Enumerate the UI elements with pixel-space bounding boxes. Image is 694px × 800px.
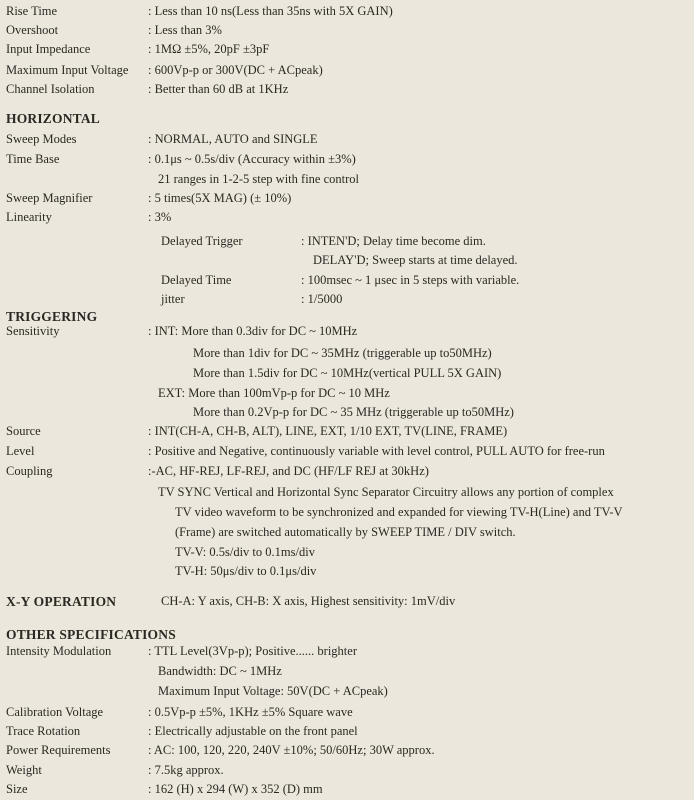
spec-max-input-voltage [0,63,694,81]
spec-label: Channel Isolation [6,82,95,96]
spec-label: Power Requirements [6,743,111,757]
spec-label: Overshoot [6,23,59,37]
spec-label: Sweep Modes [6,132,77,146]
section-heading-triggering: TRIGGERING [6,309,98,324]
spec-value: 21 ranges in 1-2-5 step with fine control [158,172,359,186]
spec-value: More than 1div for DC ~ 35MHz (triggerable up to50MHz) [193,346,492,360]
spec-value: : 7.5kg approx. [148,763,224,777]
spec-jitter [0,292,694,310]
spec-label: Intensity Modulation [6,644,112,658]
spec-channel-isolation [0,82,694,100]
spec-power-requirements [0,743,694,761]
spec-value: : 5 times(5X MAG) (± 10%) [148,191,292,205]
spec-value: : 162 (H) x 294 (W) x 352 (D) mm [148,782,323,796]
spec-value: TV-H: 50μs/div to 0.1μs/div [175,564,317,578]
spec-linearity [0,210,694,228]
spec-value: : INTEN'D; Delay time become dim. [301,234,486,248]
spec-input-impedance [0,42,694,60]
spec-value: : Less than 10 ns(Less than 35ns with 5X GAIN) [148,4,393,18]
spec-weight [0,763,694,781]
spec-value: TV video waveform to be synchronized and expanded for viewing TV-H(Line) and TV-V [175,505,623,519]
spec-label: Delayed Trigger [161,234,243,248]
spec-label: Maximum Input Voltage [6,63,129,77]
spec-label: Trace Rotation [6,724,81,738]
section-heading-other: OTHER SPECIFICATIONS [6,627,176,642]
spec-label: Calibration Voltage [6,705,104,719]
spec-delayed-time [0,273,694,291]
spec-sensitivity-line [0,366,694,384]
spec-label: Time Base [6,152,60,166]
spec-tvv [0,545,694,563]
spec-value: TV-V: 0.5s/div to 0.1ms/div [175,545,315,559]
spec-tvsync-line [0,505,694,523]
spec-tvh [0,564,694,582]
spec-time-base [0,152,694,170]
spec-sweep-magnifier [0,191,694,209]
spec-tvsync-line [0,525,694,543]
spec-label: Sweep Magnifier [6,191,93,205]
spec-label: Source [6,424,41,438]
spec-value: : 0.5Vp-p ±5%, 1KHz ±5% Square wave [148,705,353,719]
spec-label: Delayed Time [161,273,232,287]
spec-value: : 600Vp-p or 300V(DC + ACpeak) [148,63,323,77]
spec-value: : Better than 60 dB at 1KHz [148,82,289,96]
spec-value: : 1/5000 [301,292,343,306]
spec-value: : Electrically adjustable on the front panel [148,724,358,738]
spec-time-base-cont [0,172,694,190]
spec-label: Weight [6,763,42,777]
spec-value: More than 0.2Vp-p for DC ~ 35 MHz (triggerable up to50MHz) [193,405,514,419]
spec-value: : Less than 3% [148,23,222,37]
spec-value: : 0.1μs ~ 0.5s/div (Accuracy within ±3%) [148,152,356,166]
spec-calibration-voltage [0,705,694,723]
spec-intensity-modulation [0,644,694,662]
spec-sensitivity-line [0,346,694,364]
spec-delayed-trigger [0,234,694,252]
spec-value: :-AC, HF-REJ, LF-REJ, and DC (HF/LF REJ at 30kHz) [148,464,429,478]
spec-value: : Positive and Negative, continuously variable with level control, PULL AUTO for free-run [148,444,605,458]
spec-value: : NORMAL, AUTO and SINGLE [148,132,318,146]
spec-sweep-modes [0,132,694,150]
spec-sensitivity-line [0,386,694,404]
spec-value: DELAY'D; Sweep starts at time delayed. [313,253,518,267]
spec-delayed-trigger-cont [0,253,694,271]
section-heading-xy: X-Y OPERATION [6,594,117,609]
spec-value: More than 1.5div for DC ~ 10MHz(vertical PULL 5X GAIN) [193,366,502,380]
spec-max-input [0,684,694,702]
spec-value: : AC: 100, 120, 220, 240V ±10%; 50/60Hz; 30W approx. [148,743,435,757]
spec-value: TV SYNC Vertical and Horizontal Sync Separator Circuitry allows any portion of complex [158,485,614,499]
spec-xy-operation [0,594,694,612]
spec-tvsync-line [0,485,694,503]
spec-value: EXT: More than 100mVp-p for DC ~ 10 MHz [158,386,390,400]
spec-value: CH-A: Y axis, CH-B: X axis, Highest sensitivity: 1mV/div [161,594,456,608]
spec-value: : 1MΩ ±5%, 20pF ±3pF [148,42,270,56]
spec-value: : INT: More than 0.3div for DC ~ 10MHz [148,324,358,338]
spec-value: : INT(CH-A, CH-B, ALT), LINE, EXT, 1/10 EXT, TV(LINE, FRAME) [148,424,508,438]
spec-source [0,424,694,442]
spec-label: Coupling [6,464,53,478]
spec-label: Size [6,782,28,796]
spec-label: jitter [161,292,185,306]
spec-rise-time [0,4,694,22]
spec-label: Sensitivity [6,324,60,338]
spec-overshoot [0,23,694,41]
spec-value: : TTL Level(3Vp-p); Positive...... brighter [148,644,357,658]
spec-bandwidth [0,664,694,682]
spec-label: Rise Time [6,4,58,18]
spec-sensitivity-line [0,405,694,423]
spec-size [0,782,694,800]
spec-sensitivity [0,324,694,342]
spec-value: Bandwidth: DC ~ 1MHz [158,664,282,678]
spec-value: (Frame) are switched automatically by SWEEP TIME / DIV switch. [175,525,516,539]
spec-label: Linearity [6,210,52,224]
spec-value: Maximum Input Voltage: 50V(DC + ACpeak) [158,684,388,698]
spec-trace-rotation [0,724,694,742]
spec-label: Input Impedance [6,42,91,56]
spec-value: : 100msec ~ 1 μsec in 5 steps with variable. [301,273,520,287]
spec-level [0,444,694,462]
spec-label: Level [6,444,35,458]
spec-coupling [0,464,694,482]
section-heading-horizontal: HORIZONTAL [6,111,101,126]
spec-value: : 3% [148,210,172,224]
